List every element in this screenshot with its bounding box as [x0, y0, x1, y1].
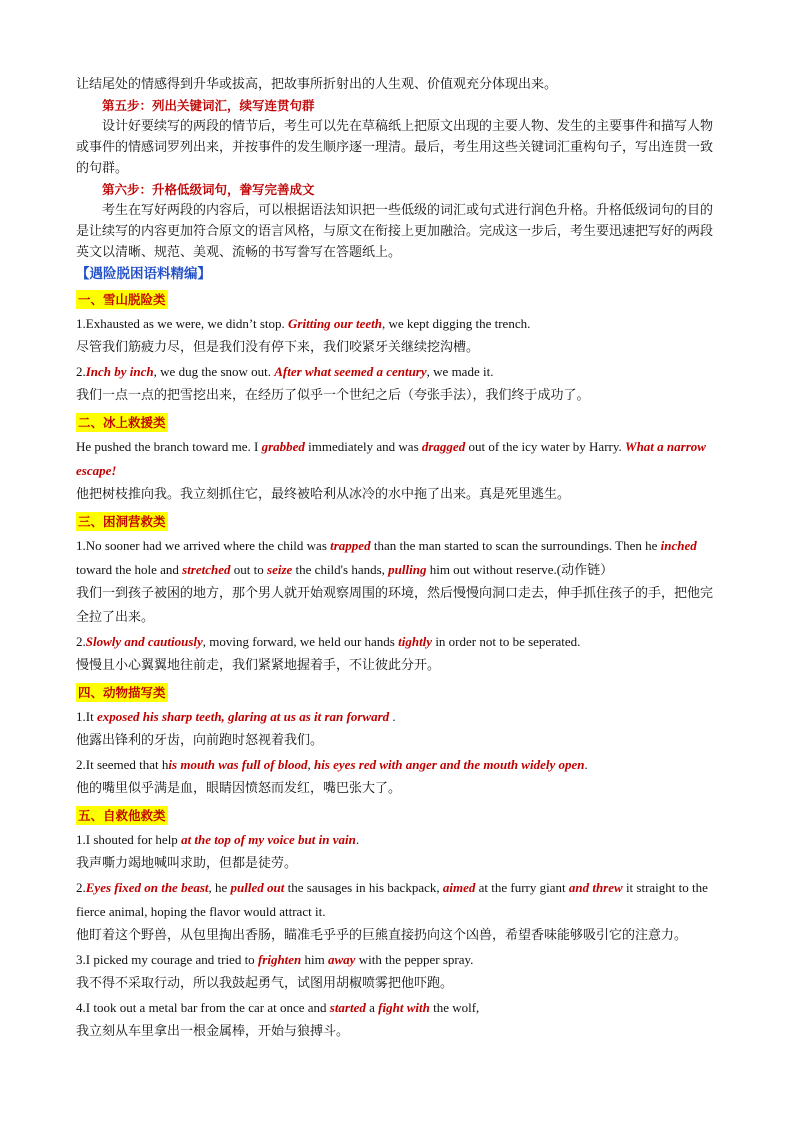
step5-heading: 第五步：列出关键词汇，续写连贯句群 — [102, 98, 315, 113]
example-zh: 我们一到孩子被困的地方，那个男人就开始观察周围的环境，然后慢慢向洞口走去，伸手抓住孩子的手，把他完全拉了出来。 — [76, 586, 714, 625]
example-zh: 他盯着这个野兽，从包里掏出香肠，瞄准毛乎乎的巨熊直接扔向这个凶兽，希望香味能够吸引它的注意力。 — [76, 928, 688, 943]
example-en: 2.Eyes fixed on the beast, he pulled out the sausages in his backpack, aimed at the furry giant and threw it straight to the fierce animal, hoping the flavor would attract it. — [76, 880, 708, 919]
example-en: 1.No sooner had we arrived where the child was trapped than the man started to scan the surroundings. Then he inched toward the hole and stretched out to seize the child's hands, pulling him out without reserve.(动作链） — [76, 538, 697, 577]
example-en: He pushed the branch toward me. I grabbed immediately and was dragged out of the icy water by Harry. What a narrow escape! — [76, 439, 706, 478]
example-zh: 他的嘴里似乎满是血，眼睛因愤怒而发红，嘴巴张大了。 — [76, 781, 402, 796]
example-zh: 我声嘶力竭地喊叫求助，但都是徒劳。 — [76, 856, 298, 871]
step5-body: 设计好要续写的两段的情节后，考生可以先在草稿纸上把原文出现的主要人物、发生的主要事件和描写人物或事件的情感词罗列出来，并按事件的发生顺序逐一理清。最后，考生用这些关键词汇重构句子，写出连贯一致的句群。 — [76, 119, 714, 176]
example-en: 3.I picked my courage and tried to frighten him away with the pepper spray. — [76, 952, 474, 967]
example-en: 2.Slowly and cautiously, moving forward, we held our hands tightly in order not to be seperated. — [76, 634, 581, 649]
category-heading: 五、自救他救类 — [78, 808, 166, 823]
example-en: 2.It seemed that his mouth was full of blood, his eyes red with anger and the mouth widely open. — [76, 757, 588, 772]
example-en: 2.Inch by inch, we dug the snow out. After what seemed a century, we made it. — [76, 364, 494, 379]
step6-heading: 第六步：升格低级词句，誊写完善成文 — [102, 182, 315, 197]
category-heading: 一、雪山脱险类 — [78, 292, 166, 307]
section-title: 【遇险脱困语料精编】 — [76, 266, 211, 282]
category-heading: 三、困洞营救类 — [78, 514, 166, 529]
example-en: 4.I took out a metal bar from the car at once and started a fight with the wolf, — [76, 1000, 480, 1015]
category-heading: 四、动物描写类 — [78, 685, 166, 700]
document-page — [76, 74, 720, 1044]
example-zh: 尽管我们筋疲力尽，但是我们没有停下来，我们咬紧牙关继续挖沟槽。 — [76, 340, 480, 355]
example-zh: 他把树枝推向我。我立刻抓住它，最终被哈利从冰冷的水中拖了出来。真是死里逃生。 — [76, 487, 571, 502]
example-zh: 我立刻从车里拿出一根金属棒，开始与狼搏斗。 — [76, 1024, 350, 1039]
example-en: 1.It exposed his sharp teeth, glaring at us as it ran forward . — [76, 709, 396, 724]
example-zh: 慢慢且小心翼翼地往前走，我们紧紧地握着手，不让彼此分开。 — [76, 658, 441, 673]
step6-body: 考生在写好两段的内容后，可以根据语法知识把一些低级的词汇或句式进行润色升格。升格低级词句的目的是让续写的内容更加符合原文的语言风格，与原文在衔接上更加融洽。完成这一步后，考生要迅速把写好的两段英文以清晰、规范、美观、流畅的书写誊写在答题纸上。 — [76, 203, 714, 260]
example-zh: 我不得不采取行动，所以我鼓起勇气，试图用胡椒喷雾把他吓跑。 — [76, 976, 454, 991]
example-en: 1.Exhausted as we were, we didn’t stop. Gritting our teeth, we kept digging the trench. — [76, 316, 531, 331]
intro-paragraph: 让结尾处的情感得到升华或拔高，把故事所折射出的人生观、价值观充分体现出来。 — [76, 77, 558, 92]
example-en: 1.I shouted for help at the top of my voice but in vain. — [76, 832, 360, 847]
category-heading: 二、冰上救援类 — [78, 415, 166, 430]
example-zh: 我们一点一点的把雪挖出来，在经历了似乎一个世纪之后（夸张手法），我们终于成功了。 — [76, 388, 590, 403]
example-zh: 他露出锋利的牙齿，向前跑时怒视着我们。 — [76, 733, 324, 748]
